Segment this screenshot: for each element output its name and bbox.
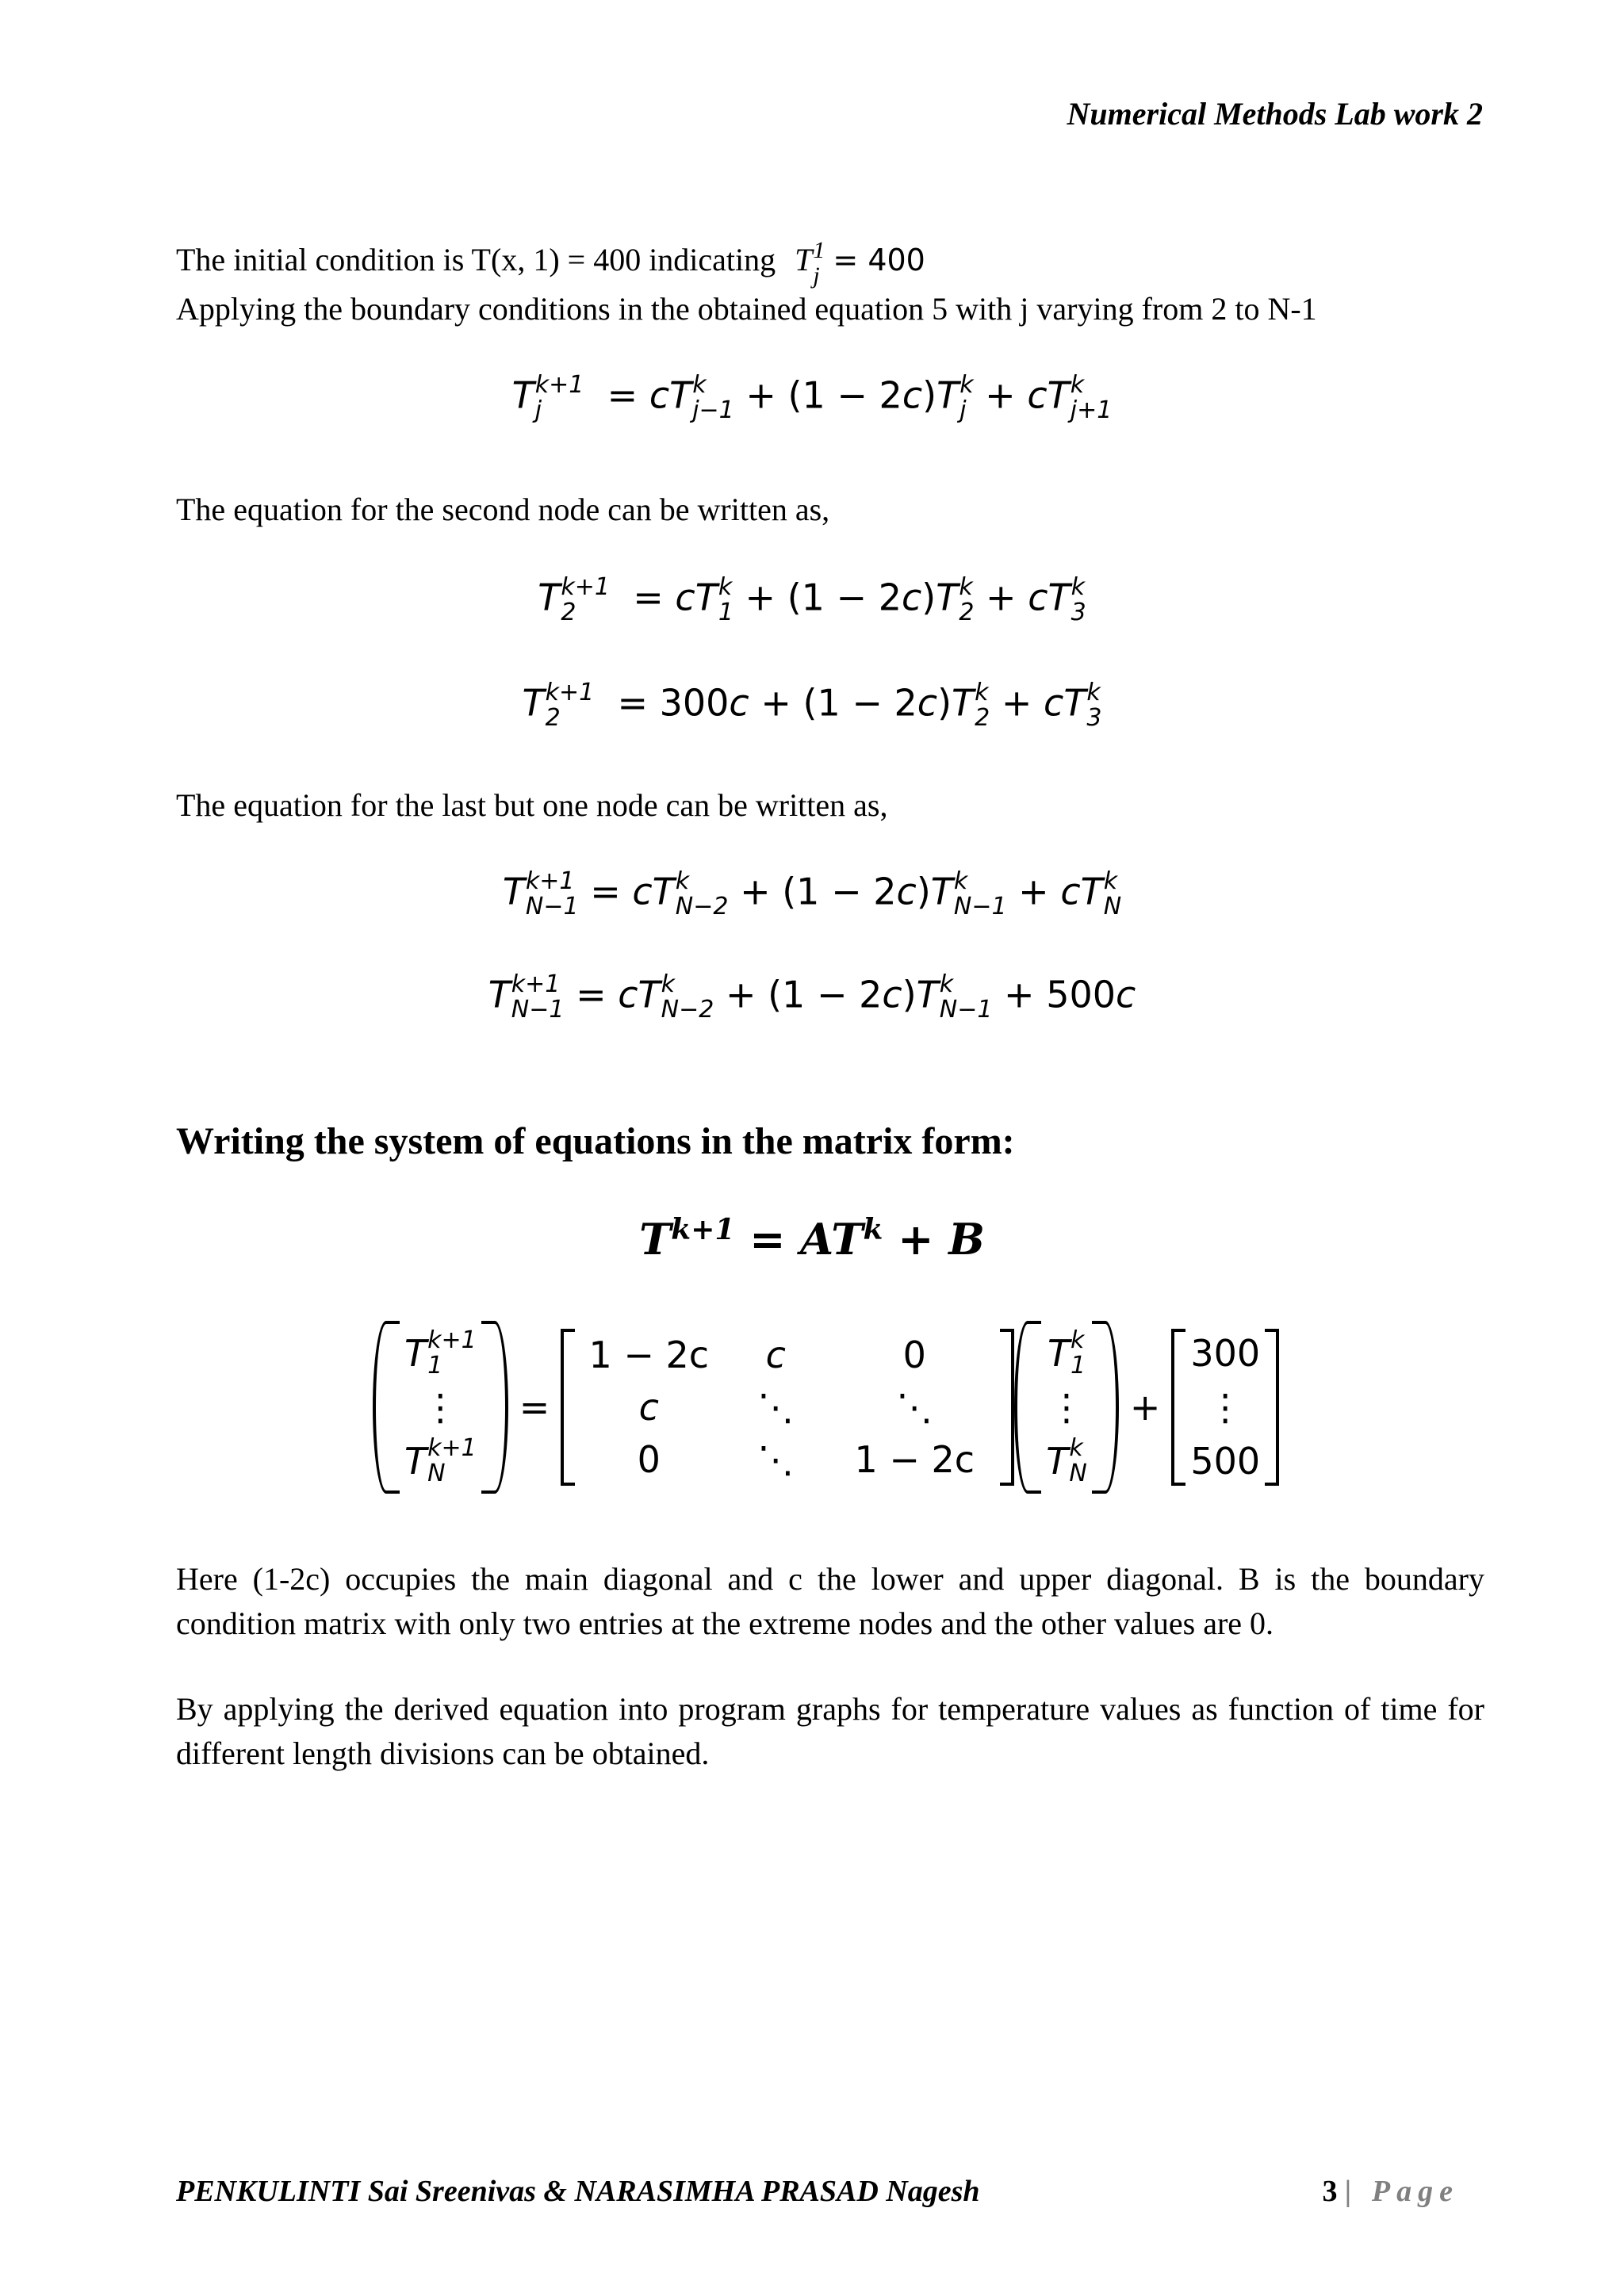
plus-sign: + [1129,1386,1161,1429]
matrix-a-cell: c [765,1334,786,1376]
left-bracket [1171,1329,1185,1486]
matrix-a [575,1329,1000,1486]
page-label: | Page [1345,2175,1459,2208]
vdots: ⋮ [422,1386,459,1429]
equation-general: T k+1 j = cT k j−1 + (1 − 2c)T k j + cT k j+1 [511,371,1113,424]
program-paragraph: By applying the derived equation into program graphs for temperature values as function of time for different length divisions can be obtained. [176,1691,1484,1771]
page-number: 3 [1322,2175,1338,2208]
second-node-paragraph: The equation for the second node can be written as, [176,492,830,527]
left-paren [373,1321,400,1494]
diagonal-paragraph: Here (1-2c) occupies the main diagonal and c the lower and upper diagonal. B is the boundary condition matrix with only two entries at the extreme nodes and the other values are 0. [176,1561,1484,1641]
initial-condition-math: T 1 j = 400 [795,237,925,289]
equation-matrix-form: $T^{k+1} = AT^k + B$ [639,1213,985,1265]
right-bracket [1000,1329,1014,1486]
matrix-a-cell: 0 [902,1334,926,1376]
matrix-a-cell: ⋱ [896,1386,933,1429]
boundary-paragraph: Applying the boundary conditions in the obtained equation 5 with j varying from 2 to N-1 [176,291,1317,327]
matrix-a-cell: 1 − 2c [588,1334,710,1376]
b-vector-cell: ⋮ [1207,1386,1244,1429]
equals-sign: = [519,1386,550,1429]
left-bracket [561,1329,575,1486]
right-bracket [1265,1329,1279,1486]
initial-condition-line [176,238,1484,289]
initial-condition-text: The initial condition is T(x, 1) = 400 indicating [176,242,776,278]
equation-second-node-b: T k+1 2 = 300c + (1 − 2c)T k 2 + cT k 3 [522,679,1102,732]
right-paren [481,1321,508,1494]
matrix-equation [373,1316,1279,1498]
last-node-paragraph: The equation for the last but one node can be written as, [176,787,888,823]
section-heading: Writing the system of equations in the matrix form: [176,1120,1015,1162]
initial-condition-rhs: = 400 [833,243,925,278]
t-next-vector: T k+1 1 ⋮ T k+1 N [404,1326,477,1487]
right-paren [1092,1321,1119,1494]
b-vector [1185,1328,1265,1487]
equation-last-node-a: T k+1 N−1 = cT k N−2 + (1 − 2c)T k N−1 + cT k N [502,867,1122,920]
footer-authors: PENKULINTI Sai Sreenivas & NARASIMHA PRASAD Nagesh [176,2175,980,2208]
matrix-a-cell: ⋱ [757,1386,795,1429]
matrix-a-cell: ⋱ [757,1438,795,1481]
t-current-vector: T k 1 ⋮ T k N [1046,1326,1087,1487]
vdots: ⋮ [1048,1386,1086,1429]
equation-second-node-a: T k+1 2 = cT k 1 + (1 − 2c)T k 2 + cT k 3 [538,573,1086,626]
equation-last-node-b: T k+1 N−1 = cT k N−2 + (1 − 2c)T k N−1 + 500c [488,970,1136,1024]
b-vector-cell: 500 [1190,1440,1261,1483]
matrix-a-cell: c [638,1386,659,1429]
footer-page [1323,2174,1459,2209]
b-vector-cell: 300 [1190,1332,1261,1375]
left-paren [1014,1321,1041,1494]
header-title: Numerical Methods Lab work 2 [1067,96,1483,132]
matrix-a-cell: 0 [637,1438,661,1481]
matrix-a-cell: 1 − 2c [854,1438,975,1481]
